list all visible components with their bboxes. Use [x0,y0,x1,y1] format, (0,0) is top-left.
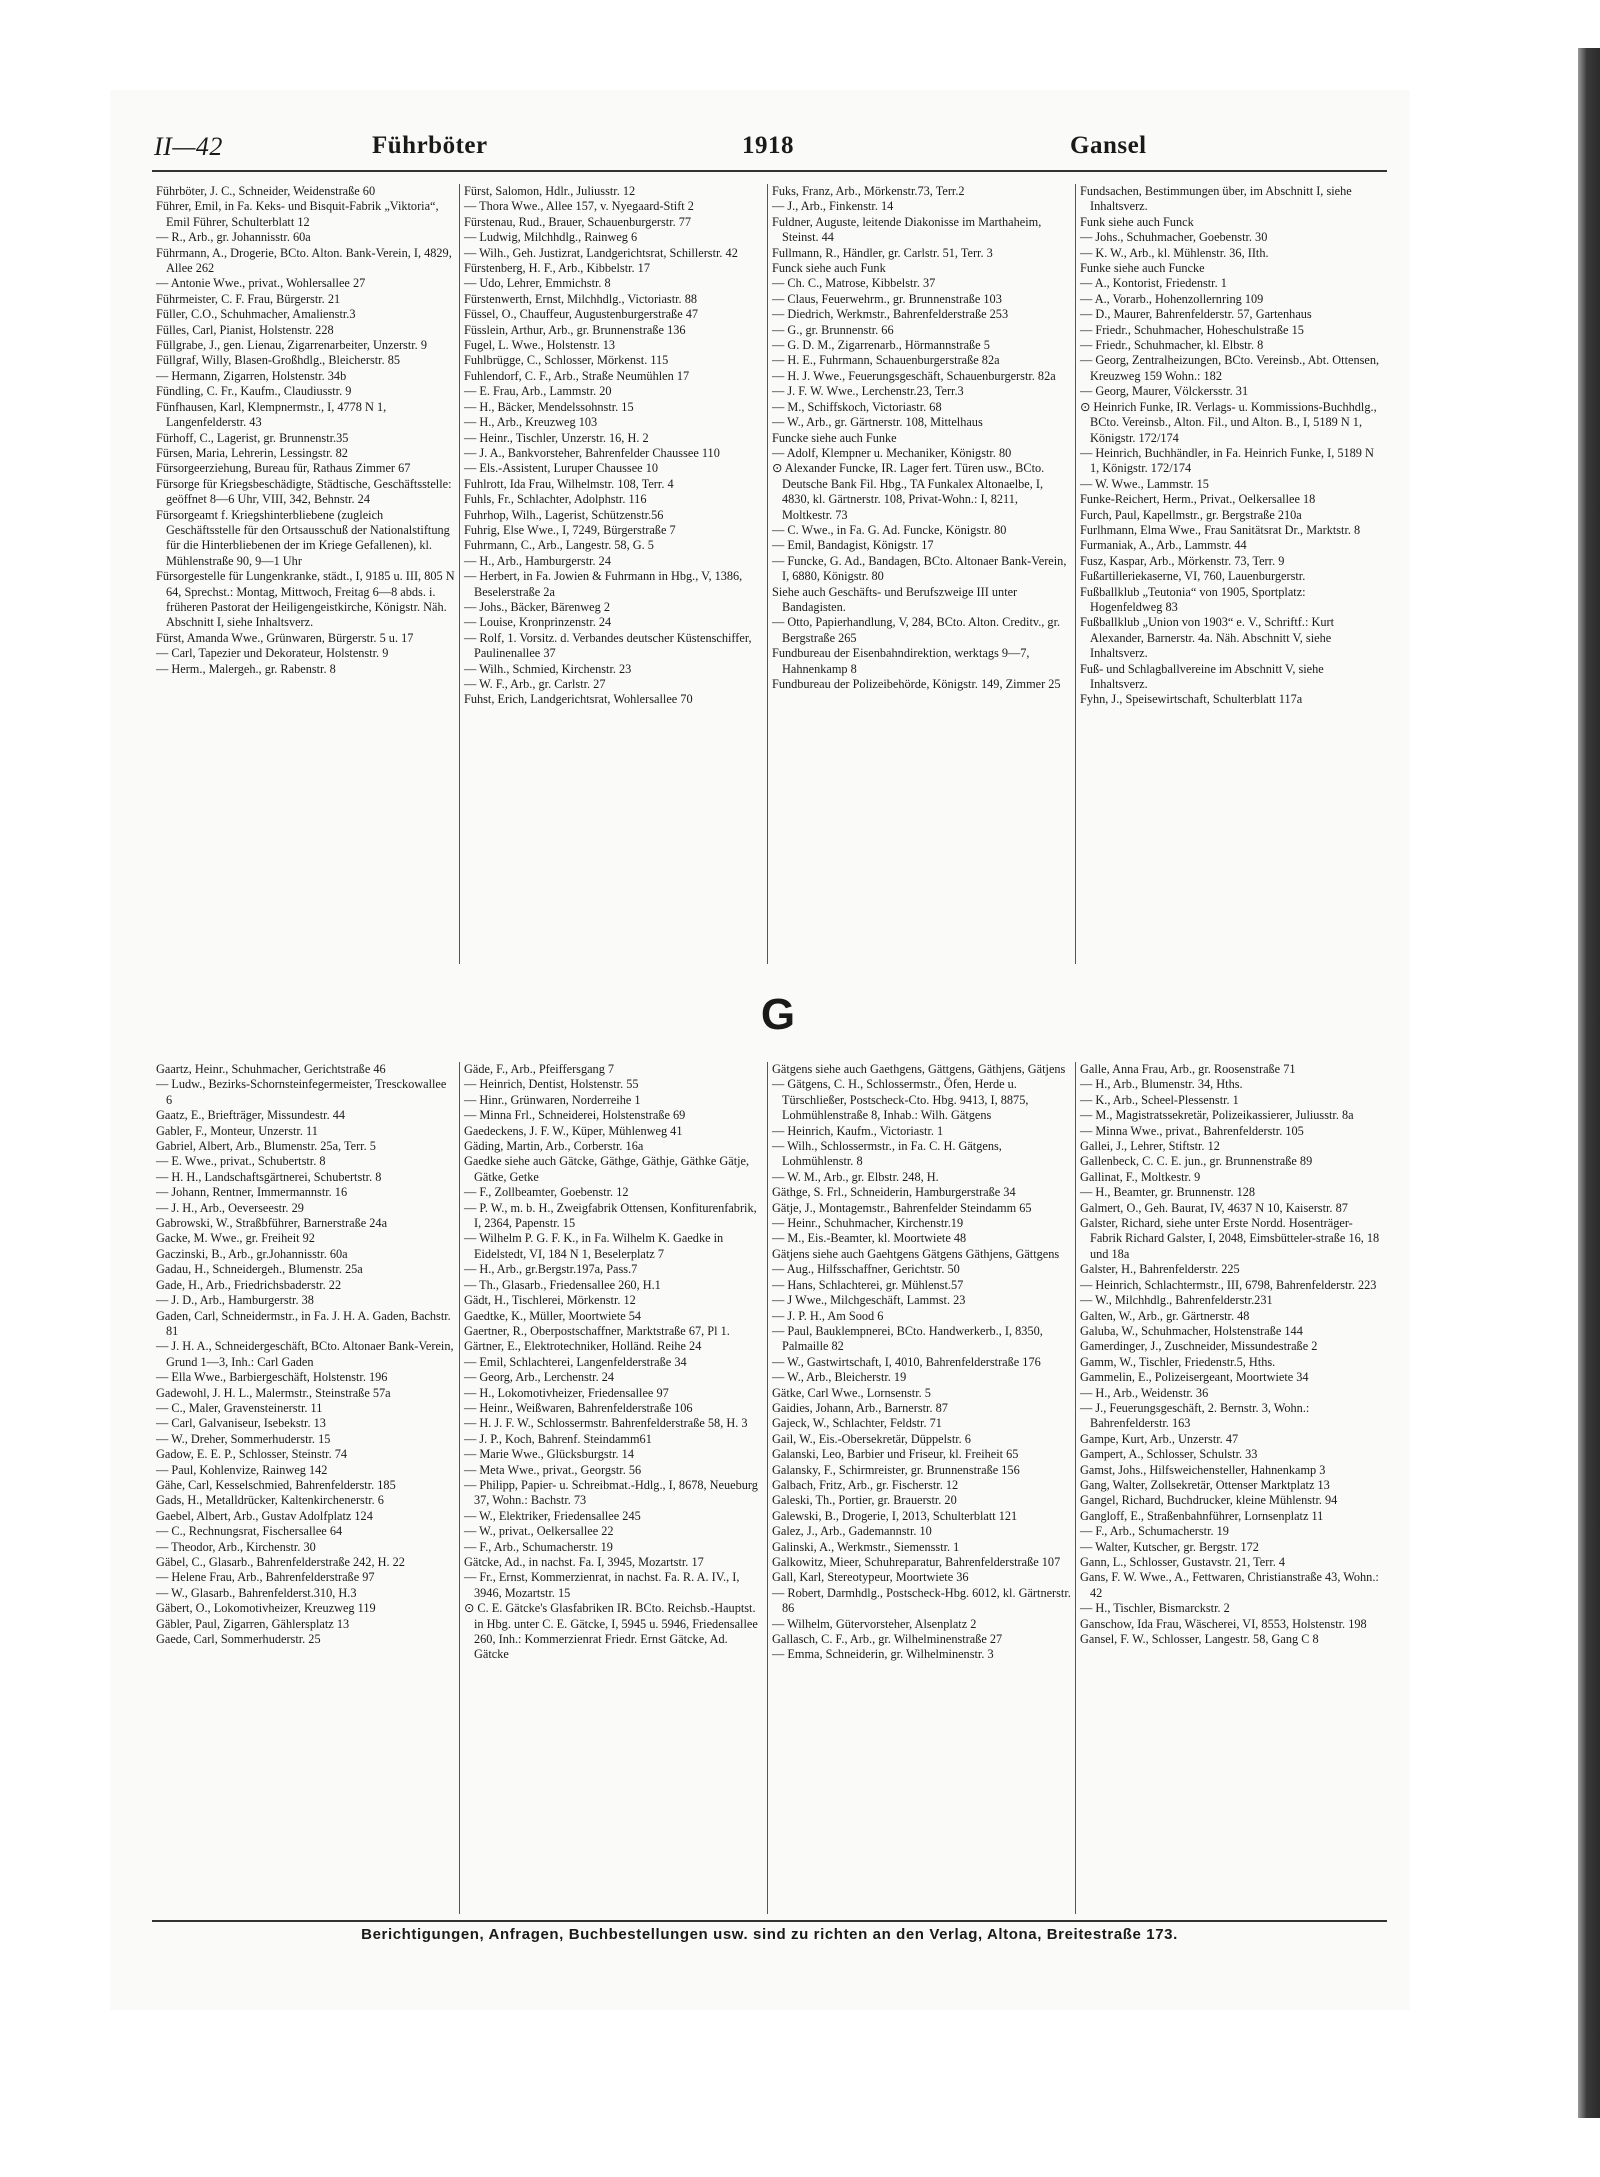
page-header [152,132,1382,166]
directory-entry: Fürsorgeamt f. Kriegshinterbliebene (zugleich Geschäftsstelle für den Ortsausschuß der Nationalstiftung für die Hinterbliebenen der im Kriege Gefallenen), kl. Mühlenstraße 90, 9—1 Uhr [156,507,450,568]
directory-entry: — Fr., Ernst, Kommerzienrat, in nachst. Fa. R. A. IV., I, 3946, Mozartstr. 15 [464,1570,740,1600]
page-number: II—42 [154,132,223,161]
directory-entry: Funke-Reichert, Herm., Privat., Oelkersallee 18 [1080,492,1316,507]
directory-entry: Gähe, Carl, Kesselschmied, Bahrenfelderstr. 185 [156,1477,396,1492]
directory-entry: — Meta Wwe., privat., Georgstr. 56 [464,1462,642,1477]
directory-entry: — Helene Frau, Arb., Bahrenfelderstraße 97 [156,1570,375,1585]
directory-entry: Gamm, W., Tischler, Friedenstr.5, Hths. [1080,1354,1276,1369]
directory-entry: — W. F., Arb., gr. Carlstr. 27 [464,677,606,691]
column [460,1062,768,1914]
directory-entry: — Gätgens, C. H., Schlossermstr., Öfen, Herde u. Türschließer, Postscheck-Cto. Hbg. 9413, I, 8875, Lohmühlenstraße 8, Inhab.: Wilh. Gätgens [772,1077,1029,1123]
directory-entry: Furmaniak, A., Arb., Lammstr. 44 [1080,538,1247,553]
scan-margin [1405,48,1600,2128]
directory-entry: Füller, C.O., Schuhmacher, Amalienstr.3 [156,307,356,322]
directory-entry: Gaidies, Johann, Arb., Barnerstr. 87 [772,1400,948,1415]
directory-entry: — Diedrich, Werkmstr., Bahrenfelderstraße 253 [772,307,1009,322]
directory-entry: — Minna Wwe., privat., Bahrenfelderstr. 105 [1080,1123,1304,1138]
directory-entry: Gangloff, E., Straßenbahnführer, Lornsenplatz 11 [1080,1508,1324,1523]
directory-entry: Gann, L., Schlosser, Gustavstr. 21, Terr. 4 [1080,1555,1286,1569]
directory-entry: — Heinr., Tischler, Unzerstr. 16, H. 2 [464,430,649,445]
directory-entry: — Johs., Schuhmacher, Goebenstr. 30 [1080,230,1268,245]
directory-entry: — Otto, Papierhandlung, V, 284, BCto. Alton. Creditv., gr. Bergstraße 265 [772,615,1061,645]
directory-entry: Fürstenberg, H. F., Arb., Kibbelstr. 17 [464,261,650,276]
directory-entry: Fülles, Carl, Pianist, Holstenstr. 228 [156,322,334,337]
directory-entry: — Antonie Wwe., privat., Wohlersallee 27 [156,276,366,291]
directory-entry: Fuhlendorf, C. F., Arb., Straße Neumühlen 17 [464,368,690,383]
directory-entry: — Heinrich, Dentist, Holstenstr. 55 [464,1077,639,1092]
directory-entry: — F., Arb., Schumacherstr. 19 [1080,1524,1229,1539]
directory-entry: Galkowitz, Mieer, Schuhreparatur, Bahrenfelderstraße 107 [772,1555,1061,1569]
directory-entry: — Ludw., Bezirks-Schornsteinfegermeister, Tresckowallee 6 [156,1077,447,1107]
footer-notice: Berichtigungen, Anfragen, Buchbestellungen usw. sind zu richten an den Verlag, Altona, Breitestraße 173. [152,1920,1387,1950]
directory-entry: — Johs., Bäcker, Bärenweg 2 [464,599,611,614]
directory-entry: Fuß- und Schlagballvereine im Abschnitt V, siehe Inhaltsverz. [1080,661,1324,691]
directory-entry: Gätgens siehe auch Gaethgens, Gättgens, Gäthjens, Gätjens [772,1062,1066,1076]
directory-entry: Fußballklub „Union von 1903“ e. V., Schriftf.: Kurt Alexander, Barnerstr. 4a. Näh. Abschnitt V, siehe Inhaltsverz. [1080,615,1335,661]
directory-entry: Fullmann, R., Händler, gr. Carlstr. 51, Terr. 3 [772,245,993,260]
directory-entry: Gabriel, Albert, Arb., Blumenstr. 25a, Terr. 5 [156,1139,376,1154]
directory-entry: — Robert, Darmhdlg., Postscheck-Hbg. 6012, kl. Gärtnerstr. 86 [772,1585,1071,1616]
directory-entry: Gätje, J., Montagemstr., Bahrenfelder Steindamm 65 [772,1200,1032,1215]
directory-entry: — P. W., m. b. H., Zweigfabrik Ottensen, Konfiturenfabrik, I, 2364, Papenstr. 15 [464,1200,757,1231]
directory-entry: Gamst, Johs., Hilfsweichensteller, Hahnenkamp 3 [1080,1462,1326,1477]
directory-entry: Gadau, H., Schneidergeh., Blumenstr. 25a [156,1262,363,1277]
directory-entry: Gäde, F., Arb., Pfeiffersgang 7 [464,1062,615,1076]
directory-entry: Gärtner, E., Elektrotechniker, Holländ. Reihe 24 [464,1339,702,1354]
directory-entry: — Heinr., Weißwaren, Bahrenfelderstraße 106 [464,1400,693,1415]
directory-entry: — Funcke, G. Ad., Bandagen, BCto. Altonaer Bank-Verein, I, 6880, Königstr. 80 [772,553,1067,584]
directory-entry: — Hans, Schlachterei, gr. Mühlenst.57 [772,1277,964,1292]
directory-entry: — H., Arb., Blumenstr. 34, Hths. [1080,1077,1243,1092]
directory-entry: — J. H. A., Schneidergeschäft, BCto. Altonaer Bank-Verein, Grund 1—3, Inh.: Carl Gaden [156,1339,454,1369]
directory-entry: — Rolf, 1. Vorsitz. d. Verbandes deutscher Küstenschiffer, Paulinenallee 37 [464,630,752,661]
directory-entry: — G., gr. Brunnenstr. 66 [772,322,894,337]
directory-entry: — Emma, Schneiderin, gr. Wilhelminenstr. 3 [772,1647,994,1662]
column [1076,1062,1384,1914]
directory-entry: — H. J. F. W., Schlossermstr. Bahrenfelderstraße 58, H. 3 [464,1416,748,1431]
directory-entry: Galinski, A., Werkmstr., Siemensstr. 1 [772,1539,960,1554]
directory-entry: — H., Arb., Hamburgerstr. 24 [464,553,611,568]
directory-entry: Fuks, Franz, Arb., Mörkenstr.73, Terr.2 [772,184,965,198]
directory-entry: Galanski, Leo, Barbier und Friseur, kl. Freiheit 65 [772,1447,1019,1462]
directory-entry: — Emil, Bandagist, Königstr. 17 [772,538,934,553]
directory-entry: Fuhls, Fr., Schlachter, Adolphstr. 116 [464,492,647,507]
column [768,184,1076,964]
directory-entry: — W., Arb., Bleicherstr. 19 [772,1370,907,1385]
directory-entry: — W., Arb., gr. Gärtnerstr. 108, Mittelhaus [772,415,983,430]
header-last-entry: Gansel [1070,132,1147,159]
directory-entry: Gade, H., Arb., Friedrichsbaderstr. 22 [156,1277,342,1292]
directory-entry: Galle, Anna Frau, Arb., gr. Roosenstraße 71 [1080,1062,1296,1076]
directory-entry: Gaedke siehe auch Gätcke, Gäthge, Gäthje, Gäthke Gätje, Gätke, Getke [464,1154,750,1184]
directory-entry: Fuhst, Erich, Landgerichtsrat, Wohlersallee 70 [464,692,693,707]
directory-entry: Gads, H., Metalldrücker, Kaltenkirchenerstr. 6 [156,1493,384,1508]
directory-entry: — J. A., Bankvorsteher, Bahrenfelder Chaussee 110 [464,445,720,460]
directory-entry: — M., Magistratssekretär, Polizeikassierer, Juliusstr. 8a [1080,1108,1354,1123]
directory-entry: Gangel, Richard, Buchdrucker, kleine Mühlenstr. 94 [1080,1493,1338,1508]
directory-entry: Gallei, J., Lehrer, Stiftstr. 12 [1080,1139,1220,1154]
column [152,1062,460,1914]
header-year: 1918 [742,132,794,159]
directory-entry: Galansky, F., Schirmreister, gr. Brunnenstraße 156 [772,1462,1020,1477]
directory-entry: — Heinrich, Buchhändler, in Fa. Heinrich Funke, I, 5189 N 1, Königstr. 172/174 [1080,445,1374,476]
directory-entry: Fugel, L. Wwe., Holstenstr. 13 [464,338,616,353]
directory-entry: Fuhrmann, C., Arb., Langestr. 58, G. 5 [464,538,654,553]
directory-entry: — Friedr., Schuhmacher, kl. Elbstr. 8 [1080,338,1264,353]
section-letter: G [760,990,796,1039]
directory-entry: — W., privat., Oelkersallee 22 [464,1524,614,1539]
directory-entry: Gadow, E. E. P., Schlosser, Steinstr. 74 [156,1447,348,1462]
directory-entry: ⊙ Alexander Funcke, IR. Lager fert. Türen usw., BCto. Deutsche Bank Fil. Hbg., TA Funkalex Altonaelbe, I, 4830, kl. Gärtnerstr. 108, Privat-Wohn.: I, 8211, Moltkestr. 73 [772,461,1045,522]
directory-entry: Führer, Emil, in Fa. Keks- und Bisquit-Fabrik „Viktoria“, Emil Führer, Schulterblatt 12 [156,199,439,229]
directory-entry: — Marie Wwe., Glücksburgstr. 14 [464,1447,634,1462]
directory-entry: — J. H., Arb., Oeverseestr. 29 [156,1200,304,1215]
directory-entry: — F., Zollbeamter, Goebenstr. 12 [464,1185,629,1200]
directory-entry: Fußartilleriekaserne, VI, 760, Lauenburgerstr. [1080,569,1306,584]
directory-entry: — Aug., Hilfsschaffner, Gerichtstr. 50 [772,1262,960,1277]
directory-entry: Fuhlrott, Ida Frau, Wilhelmstr. 108, Terr. 4 [464,476,674,491]
directory-entry: Gansel, F. W., Schlosser, Langestr. 58, Gang C 8 [1080,1632,1319,1647]
directory-entry: — Hermann, Zigarren, Holstenstr. 34b [156,368,347,383]
directory-entry: — H., Lokomotivheizer, Friedensallee 97 [464,1385,669,1400]
directory-entry: Gätcke, Ad., in nachst. Fa. I, 3945, Mozartstr. 17 [464,1555,704,1569]
directory-entry: — R., Arb., gr. Johannisstr. 60a [156,230,311,245]
directory-entry: Fundbureau der Polizeibehörde, Königstr. 149, Zimmer 25 [772,677,1061,691]
directory-entry: — Louise, Kronprinzenstr. 24 [464,615,612,630]
directory-entry: — J Wwe., Milchgeschäft, Lammst. 23 [772,1293,966,1308]
directory-entry: Führmeister, C. F. Frau, Bürgerstr. 21 [156,291,341,306]
top-section [152,184,1387,964]
directory-entry: Gallasch, C. F., Arb., gr. Wilhelminenstraße 27 [772,1632,1003,1647]
header-rule [152,170,1387,172]
directory-entry: Fündling, C. Fr., Kaufm., Claudiusstr. 9 [156,384,352,399]
directory-entry: Funke siehe auch Funcke [1080,261,1205,276]
directory-entry: — Ludwig, Milchhdlg., Rainweg 6 [464,230,638,245]
directory-entry: — W., Dreher, Sommerhuderstr. 15 [156,1431,331,1446]
directory-entry: Fürst, Salomon, Hdlr., Juliusstr. 12 [464,184,636,198]
directory-entry: Fuhrig, Else Wwe., I, 7249, Bürgerstraße 7 [464,522,676,537]
directory-entry: — Walter, Kutscher, gr. Bergstr. 172 [1080,1539,1259,1554]
directory-entry: — Th., Glasarb., Friedensallee 260, H.1 [464,1277,661,1292]
bottom-section [152,1062,1387,1914]
directory-entry: — J., Feuerungsgeschäft, 2. Bernstr. 3, Wohn.: Bahrenfelderstr. 163 [1080,1400,1310,1431]
directory-entry: — H., Beamter, gr. Brunnenstr. 128 [1080,1185,1256,1200]
directory-entry: Gamerdinger, J., Zuschneider, Missundestraße 2 [1080,1339,1318,1354]
directory-entry: — H. J. Wwe., Feuerungsgeschäft, Schauenburgerstr. 82a [772,368,1056,383]
directory-entry: Galster, Richard, siehe unter Erste Nordd. Hosenträger-Fabrik Richard Galster, I, 2048, Eimsbütteler-straße 16, 18 und 18a [1080,1216,1380,1261]
directory-entry: Gallenbeck, C. C. E. jun., gr. Brunnenstraße 89 [1080,1154,1313,1169]
directory-entry: Galuba, W., Schuhmacher, Holstenstraße 144 [1080,1323,1303,1338]
directory-entry: Fuhrhop, Wilh., Lagerist, Schützenstr.56 [464,507,664,522]
directory-entry: — Thora Wwe., Allee 157, v. Nyegaard-Stift 2 [464,199,694,214]
directory-entry: — M., Schiffskoch, Victoriastr. 68 [772,399,942,414]
directory-entry: Gabler, F., Monteur, Unzerstr. 11 [156,1123,318,1138]
directory-entry: — Philipp, Papier- u. Schreibmat.-Hdlg., I, 8678, Neueburg 37, Wohn.: Bachstr. 73 [464,1477,758,1508]
directory-entry: Füsslein, Arthur, Arb., gr. Brunnenstraße 136 [464,322,686,337]
directory-entry: Gäthge, S. Frl., Schneiderin, Hamburgerstraße 34 [772,1185,1016,1200]
directory-entry: Gallinat, F., Moltkestr. 9 [1080,1169,1201,1184]
directory-entry: — H., Tischler, Bismarckstr. 2 [1080,1601,1230,1616]
directory-entry: — J., Arb., Finkenstr. 14 [772,199,894,214]
directory-entry: ⊙ C. E. Gätcke's Glasfabriken IR. BCto. Reichsb.-Hauptst. in Hbg. unter C. E. Gätcke, I, 5945 u. 5946, Friedensallee 260, Inh.: Kommerzienrat Friedr. Ernst Gätcke, Ad. Gätcke [464,1601,758,1662]
directory-entry: Gaden, Carl, Schneidermstr., in Fa. J. H. A. Gaden, Bachstr. 81 [156,1308,451,1338]
directory-entry: Galster, H., Bahrenfelderstr. 225 [1080,1262,1240,1277]
column [1076,184,1384,964]
directory-entry: — Wilh., Schlossermstr., in Fa. C. H. Gätgens, Lohmühlenstr. 8 [772,1139,1002,1169]
directory-entry: — A., Kontorist, Friedenstr. 1 [1080,276,1227,291]
directory-entry: — J. F. W. Wwe., Lerchenstr.23, Terr.3 [772,384,964,399]
directory-entry: — F., Arb., Schumacherstr. 19 [464,1539,613,1554]
directory-entry: Fürsorgestelle für Lungenkranke, städt., I, 9185 u. III, 805 N 64, Sprechst.: Montag, Mittwoch, Freitag 6—8 abds. i. früheren Pastorat der Heiligengeistkirche, Königstr. Näh. Abschnitt I, siehe Inhaltsverz. [156,569,455,630]
directory-entry: Gampe, Kurt, Arb., Unzerstr. 47 [1080,1431,1239,1446]
directory-entry: — H. E., Fuhrmann, Schauenburgerstraße 82a [772,353,1000,368]
directory-entry: ⊙ Heinrich Funke, IR. Verlags- u. Kommissions-Buchhdlg., BCto. Vereinsb., Alton. Fil., und Alton. B., I, 5189 N 1, Königstr. 172/174 [1080,399,1377,445]
directory-entry: — Herm., Malergeh., gr. Rabenstr. 8 [156,661,336,676]
directory-entry: — D., Maurer, Bahrenfelderstr. 57, Gartenhaus [1080,307,1312,322]
directory-entry: — G. D. M., Zigarrenarb., Hörmannstraße 5 [772,338,990,353]
directory-entry: — C. Wwe., in Fa. G. Ad. Funcke, Königstr. 80 [772,522,1007,537]
directory-entry: Fürsen, Maria, Lehrerin, Lessingstr. 82 [156,445,348,460]
directory-entry: — E. Frau, Arb., Lammstr. 20 [464,384,612,399]
directory-entry: — Wilh., Geh. Justizrat, Landgerichtsrat, Schillerstr. 42 [464,245,738,260]
directory-entry: — E. Wwe., privat., Schubertstr. 8 [156,1154,326,1169]
directory-entry: — H., Bäcker, Mendelssohnstr. 15 [464,399,634,414]
directory-entry: — Wilhelm P. G. F. K., in Fa. Wilhelm K. Gaedke in Eidelstedt, VI, 184 N 1, Beselerplatz 7 [464,1231,724,1261]
directory-entry: Fundbureau der Eisenbahndirektion, werktags 9—7, Hahnenkamp 8 [772,646,1030,676]
directory-entry: — J. P. H., Am Sood 6 [772,1308,884,1323]
column [768,1062,1076,1914]
directory-entry: Fürsorge für Kriegsbeschädigte, Städtische, Geschäftsstelle: geöffnet 8—6 Uhr, VIII, 342, Behnstr. 24 [156,476,452,507]
directory-entry: Gajeck, W., Schlachter, Feldstr. 71 [772,1416,942,1431]
directory-entry: Funcke siehe auch Funke [772,430,897,445]
directory-entry: — Udo, Lehrer, Emmichstr. 8 [464,276,611,291]
directory-entry: Gaedtke, K., Müller, Moortwiete 54 [464,1308,642,1323]
directory-entry: Gadewohl, J. H. L., Malermstr., Steinstraße 57a [156,1385,391,1400]
directory-entry: — Ch. C., Matrose, Kibbelstr. 37 [772,276,936,291]
directory-entry: Gaertner, R., Oberpostschaffner, Marktstraße 67, Pl 1. [464,1323,730,1338]
directory-entry: Gammelin, E., Polizeisergeant, Moortwiete 34 [1080,1370,1309,1385]
directory-entry: — Carl, Tapezier und Dekorateur, Holstenstr. 9 [156,646,389,661]
directory-entry: Fuldner, Auguste, leitende Diakonisse im Marthaheim, Steinst. 44 [772,214,1042,245]
directory-entry: Fußballklub „Teutonia“ von 1905, Sportplatz: Hogenfeldweg 83 [1080,584,1306,614]
directory-entry: Fuhlbrügge, C., Schlosser, Mörkenst. 115 [464,353,669,368]
directory-entry: Fünfhausen, Karl, Klempnermstr., I, 4778 N 1, Langenfelderstr. 43 [156,399,387,430]
directory-entry: Gätke, Carl Wwe., Lornsenstr. 5 [772,1385,931,1400]
directory-entry: Galbach, Fritz, Arb., gr. Fischerstr. 12 [772,1477,959,1492]
directory-entry: — J. D., Arb., Hamburgerstr. 38 [156,1293,314,1308]
directory-entry: — M., Eis.-Beamter, kl. Moortwiete 48 [772,1231,967,1246]
directory-entry: — H. H., Landschaftsgärtnerei, Schubertstr. 8 [156,1169,382,1184]
directory-entry: Gädt, H., Tischlerei, Mörkenstr. 12 [464,1293,636,1308]
directory-entry: — C., Rechnungsrat, Fischersallee 64 [156,1524,343,1539]
directory-entry: Galez, J., Arb., Gademannstr. 10 [772,1524,932,1539]
directory-entry: — Minna Frl., Schneiderei, Holstenstraße 69 [464,1108,686,1123]
directory-entry: Fyhn, J., Speisewirtschaft, Schulterblatt 117a [1080,692,1303,707]
directory-entry: — C., Maler, Gravensteinerstr. 11 [156,1400,323,1415]
directory-entry: — W., Gastwirtschaft, I, 4010, Bahrenfelderstraße 176 [772,1354,1041,1369]
directory-entry: Fürstenwerth, Ernst, Milchhdlg., Victoriastr. 88 [464,291,697,306]
directory-entry: — Adolf, Klempner u. Mechaniker, Königstr. 80 [772,445,1012,460]
directory-entry: Funck siehe auch Funk [772,261,886,276]
directory-entry: Gall, Karl, Stereotypeur, Moortwiete 36 [772,1570,969,1585]
directory-entry: — H., Arb., Kreuzweg 103 [464,415,598,430]
directory-entry: — H., Arb., Weidenstr. 36 [1080,1385,1209,1400]
directory-entry: — W., Glasarb., Bahrenfelderst.310, H.3 [156,1585,357,1600]
directory-entry: — Paul, Kohlenvize, Rainweg 142 [156,1462,328,1477]
directory-entry: Gaedeckens, J. F. W., Küper, Mühlenweg 41 [464,1123,683,1138]
directory-entry: — Wilh., Schmied, Kirchenstr. 23 [464,661,632,676]
directory-entry: — Herbert, in Fa. Jowien & Fuhrmann in Hbg., V, 1386, Beselerstraße 2a [464,569,743,599]
directory-entry: Gäbel, C., Glasarb., Bahrenfelderstraße 242, H. 22 [156,1555,405,1569]
directory-entry: — Friedr., Schuhmacher, Hoheschulstraße 15 [1080,322,1304,337]
directory-entry: — W. Wwe., Lammstr. 15 [1080,476,1209,491]
directory-entry: — H., Arb., gr.Bergstr.197a, Pass.7 [464,1262,638,1277]
directory-entry: Funk siehe auch Funck [1080,214,1194,229]
directory-entry: — Georg, Zentralheizungen, BCto. Vereinsb., Abt. Ottensen, Kreuzweg 159 Wohn.: 182 [1080,353,1380,383]
directory-entry: Gätjens siehe auch Gaehtgens Gätgens Gäthjens, Gättgens [772,1246,1060,1261]
directory-entry: — Ella Wwe., Barbiergeschäft, Holstenstr. 196 [156,1370,388,1385]
directory-entry: Galten, W., Arb., gr. Gärtnerstr. 48 [1080,1308,1250,1323]
directory-entry: — Wilhelm, Gütervorsteher, Alsenplatz 2 [772,1616,977,1631]
directory-entry: — Georg, Arb., Lerchenstr. 24 [464,1370,615,1385]
column [152,184,460,964]
directory-entry: — W., Milchhdlg., Bahrenfelderstr.231 [1080,1293,1273,1308]
directory-entry: — Heinrich, Kaufm., Victoriastr. 1 [772,1123,944,1138]
directory-entry: — Theodor, Arb., Kirchenstr. 30 [156,1539,316,1554]
directory-entry: — Heinrich, Schlachtermstr., III, 6798, Bahrenfelderstr. 223 [1080,1277,1377,1292]
directory-entry: Siehe auch Geschäfts- und Berufszweige III unter Bandagisten. [772,584,1018,614]
directory-entry: — Carl, Galvaniseur, Isebekstr. 13 [156,1416,326,1431]
column [460,184,768,964]
directory-entry: Fürst, Amanda Wwe., Grünwaren, Bürgerstr. 5 u. 17 [156,630,414,645]
header-first-entry: Führböter [372,132,488,159]
directory-entry: Fürhoff, C., Lagerist, gr. Brunnenstr.35 [156,430,349,445]
directory-entry: — Paul, Bauklempnerei, BCto. Handwerkerb., I, 8350, Palmaille 82 [772,1323,1043,1354]
directory-entry: — W., Elektriker, Friedensallee 245 [464,1508,641,1523]
directory-entry: Gaatz, E., Briefträger, Missundestr. 44 [156,1108,346,1123]
directory-entry: Gabrowski, W., Straßbführer, Barnerstraße 24a [156,1216,388,1231]
directory-entry: Füllgrabe, J., gen. Lienau, Zigarrenarbeiter, Unzerstr. 9 [156,338,427,353]
directory-entry: Gang, Walter, Zollsekretär, Ottenser Marktplatz 13 [1080,1477,1330,1492]
directory-entry: Gäding, Martin, Arb., Corberstr. 16a [464,1139,644,1154]
directory-entry: Gaczinski, B., Arb., gr.Johannisstr. 60a [156,1246,348,1261]
directory-entry: — J. P., Koch, Bahrenf. Steindamm61 [464,1431,652,1446]
directory-entry: Gäbert, O., Lokomotivheizer, Kreuzweg 119 [156,1601,376,1616]
directory-entry: Gaartz, Heinr., Schuhmacher, Gerichtstraße 46 [156,1062,386,1076]
directory-entry: — Heinr., Schuhmacher, Kirchenstr.19 [772,1216,964,1231]
directory-entry: Gacke, M. Wwe., gr. Freiheit 92 [156,1231,315,1246]
directory-entry: Gans, F. W. Wwe., A., Fettwaren, Christianstraße 43, Wohn.: 42 [1080,1570,1379,1600]
directory-entry: — Johann, Rentner, Immermannstr. 16 [156,1185,348,1200]
directory-entry: Führböter, J. C., Schneider, Weidenstraße 60 [156,184,376,198]
directory-entry: Fürsorgeerziehung, Bureau für, Rathaus Zimmer 67 [156,461,411,476]
directory-entry: Fundsachen, Bestimmungen über, im Abschnitt I, siehe Inhaltsverz. [1080,184,1352,214]
directory-entry: Galeski, Th., Portier, gr. Brauerstr. 20 [772,1493,957,1508]
directory-entry: Fusz, Kaspar, Arb., Mörkenstr. 73, Terr. 9 [1080,553,1285,568]
directory-entry: Furch, Paul, Kapellmstr., gr. Bergstraße 210a [1080,507,1302,522]
directory-entry: — Els.-Assistent, Luruper Chaussee 10 [464,461,658,476]
directory-entry: Fürstenau, Rud., Brauer, Schauenburgerstr. 77 [464,214,692,229]
directory-entry: Furlhmann, Elma Wwe., Frau Sanitätsrat Dr., Marktstr. 8 [1080,522,1361,537]
directory-entry: Gaebel, Albert, Arb., Gustav Adolfplatz 124 [156,1508,373,1523]
directory-entry: Füllgraf, Willy, Blasen-Großhdlg., Bleicherstr. 85 [156,353,401,368]
directory-entry: Füssel, O., Chauffeur, Augustenburgerstraße 47 [464,307,699,322]
directory-entry: Galewski, B., Drogerie, I, 2013, Schulterblatt 121 [772,1508,1018,1523]
directory-entry: Galmert, O., Geh. Baurat, IV, 4637 N 10, Kaiserstr. 87 [1080,1200,1348,1215]
directory-entry: — K. W., Arb., kl. Mühlenstr. 36, IIth. [1080,245,1269,260]
directory-entry: — Hinr., Grünwaren, Norderreihe 1 [464,1092,641,1107]
directory-entry: — Claus, Feuerwehrm., gr. Brunnenstraße 103 [772,291,1002,306]
directory-entry: — Emil, Schlachterei, Langenfelderstraße 34 [464,1354,687,1369]
directory-entry: Gampert, A., Schlosser, Schulstr. 33 [1080,1447,1258,1462]
scan-edge-strip [1578,48,1600,2118]
directory-entry: Ganschow, Ida Frau, Wäscherei, VI, 8553, Holstenstr. 198 [1080,1616,1367,1631]
directory-entry: — Georg, Maurer, Völckersstr. 31 [1080,384,1249,399]
directory-entry: — K., Arb., Scheel-Plessenstr. 1 [1080,1092,1239,1107]
directory-entry: — A., Vorarb., Hohenzollernring 109 [1080,291,1264,306]
directory-entry: Führmann, A., Drogerie, BCto. Alton. Bank-Verein, I, 4829, Allee 262 [156,245,452,276]
directory-entry: Gaede, Carl, Sommerhuderstr. 25 [156,1632,321,1647]
directory-entry: Gäbler, Paul, Zigarren, Gählersplatz 13 [156,1616,350,1631]
directory-entry: Gail, W., Eis.-Obersekretär, Düppelstr. 6 [772,1431,971,1446]
directory-entry: — W. M., Arb., gr. Elbstr. 248, H. [772,1169,939,1184]
